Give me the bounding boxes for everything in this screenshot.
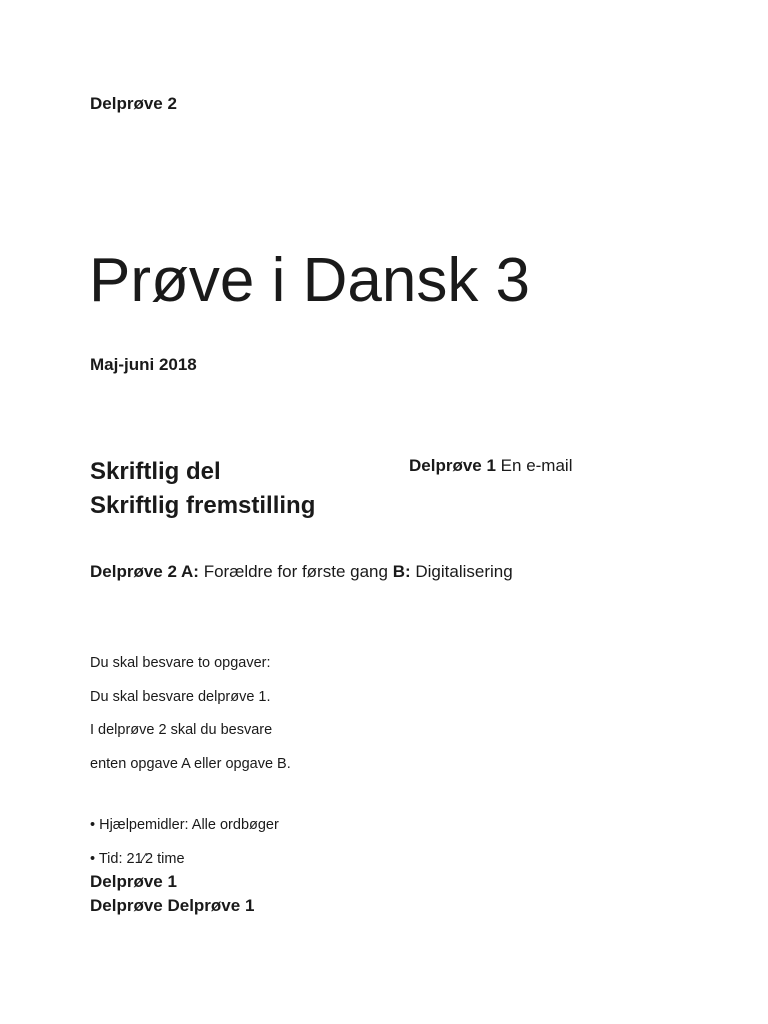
delprove2-b-text: Digitalisering	[415, 562, 513, 581]
delprove1-description	[409, 456, 572, 476]
delprove2-label: Delprøve 2 A:	[90, 562, 199, 581]
instruction-line: enten opgave A eller opgave B.	[90, 756, 291, 772]
delprove2-description	[90, 562, 513, 582]
delprove1-label: Delprøve 1	[409, 456, 496, 475]
delprove2-a-text: Forældre for første gang	[203, 562, 388, 581]
document-header-label: Delprøve 2	[90, 94, 177, 113]
section-heading-line2: Skriftlig fremstilling	[90, 492, 316, 519]
bullet-item-time: • Tid: 21⁄2 time	[90, 851, 185, 867]
instruction-line: I delprøve 2 skal du besvare	[90, 722, 273, 738]
footer-heading-line1: Delprøve 1	[90, 872, 177, 891]
delprove2-b-label: B:	[392, 562, 411, 581]
section-heading	[90, 455, 315, 523]
bullet-item-aids: • Hjælpemidler: Alle ordbøger	[90, 817, 279, 833]
section-heading-line1: Skriftlig del	[90, 458, 221, 485]
delprove1-text: En e-mail	[500, 456, 573, 475]
instruction-line: Du skal besvare to opgaver:	[90, 655, 271, 671]
instruction-line: Du skal besvare delprøve 1.	[90, 689, 271, 705]
footer-heading-line2: Delprøve Delprøve 1	[90, 896, 255, 915]
exam-date: Maj-juni 2018	[90, 355, 197, 374]
page-title: Prøve i Dansk 3	[89, 246, 531, 315]
